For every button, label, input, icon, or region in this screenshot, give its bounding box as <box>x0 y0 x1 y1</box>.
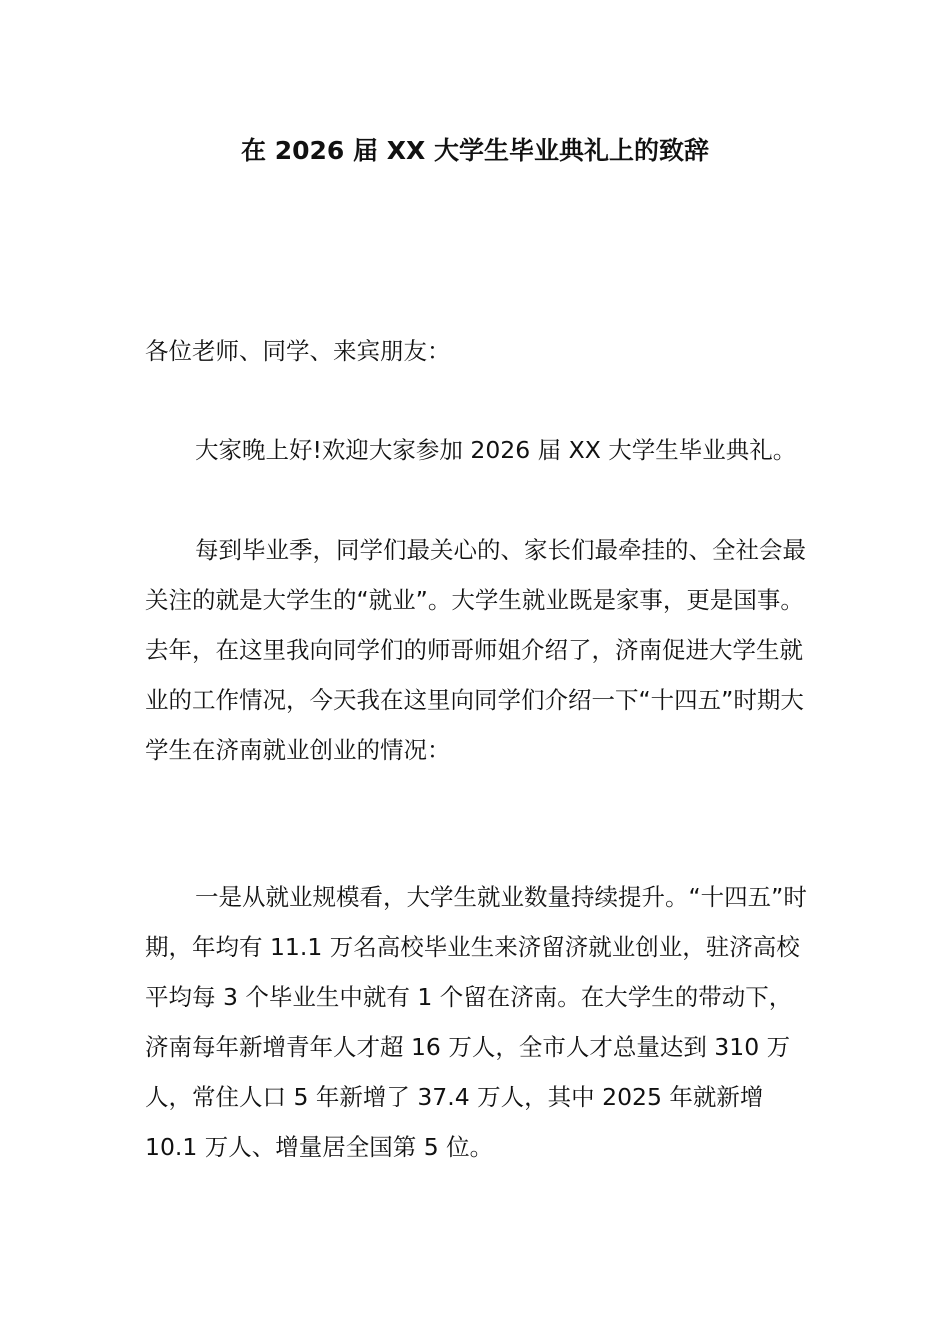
paragraph-employment-scale: 一是从就业规模看，大学生就业数量持续提升。“十四五”时期，年均有 11.1 万名高校毕业生来济留济就业创业，驻济高校平均每 3 个毕业生中就有 1 个留在济南。在大学生的带动下，济南每年新增青年人才超 16 万人，全市人才总量达到 310 万人，常住人口 5 年新增了 37.4 万人，其中 2025 年就新增 10.1 万人、增量居全国第 5 位。 <box>145 883 807 1161</box>
salutation: 各位老师、同学、来宾朋友： <box>145 337 451 365</box>
paragraph-greeting: 大家晚上好!欢迎大家参加 2026 届 XX 大学生毕业典礼。 <box>195 436 797 464</box>
paragraph-employment-intro: 每到毕业季，同学们最关心的、家长们最牵挂的、全社会最关注的就是大学生的“就业”。大学生就业既是家事，更是国事。去年，在这里我向同学们的师哥师姐介绍了，济南促进大学生就业的工作情况，今天我在这里向同学们介绍一下“十四五”时期大学生在济南就业创业的情况： <box>145 536 806 764</box>
document-title: 在 2026 届 XX 大学生毕业典礼上的致辞 <box>241 136 709 165</box>
